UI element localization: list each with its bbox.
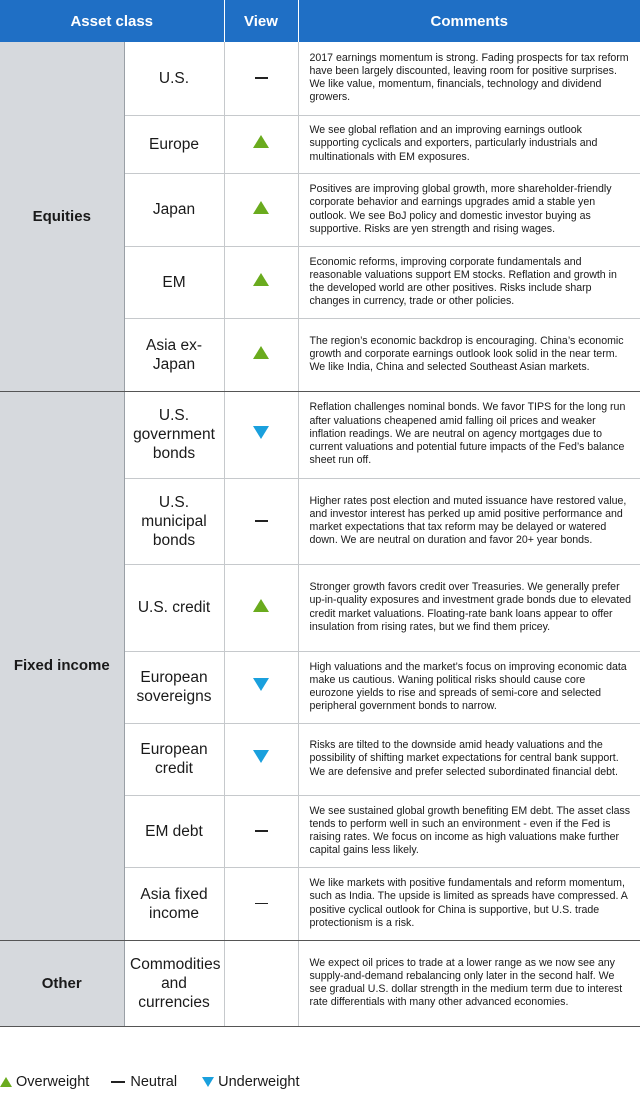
comment-cell: We like markets with positive fundamentals and reform momentum, such as India. The upside is limited as spreads have compressed. A positive cyclical outlook for China is supportive, but U.S. trade protectionism is a risk.: [298, 867, 640, 940]
dash-icon: [255, 77, 268, 79]
comment-cell: Reflation challenges nominal bonds. We favor TIPS for the long run after valuations cheapened amid falling oil prices and weaker inflation readings. We are neutral on agency mortgages due to current valuations and potential future impacts of the Fed’s balance sheet run off.: [298, 391, 640, 478]
comment-cell: Risks are tilted to the downside amid heady valuations and the possibility of shifting market expectations for central bank support. We are defensive and prefer selected subordinated financial debt.: [298, 723, 640, 795]
sub-class-cell: U.S.: [124, 42, 224, 115]
sub-class-cell: U.S. government bonds: [124, 391, 224, 478]
view-cell: [224, 723, 298, 795]
asset-class-cell: Equities: [0, 42, 124, 391]
comment-cell: The region’s economic backdrop is encouraging. China’s economic growth and corporate earnings outlook look solid in the near term. We like India, China and selected Southeast Asian markets.: [298, 318, 640, 391]
view-cell: [224, 478, 298, 564]
legend-underweight: [199, 1074, 299, 1090]
view-cell: [224, 651, 298, 723]
view-cell: [224, 795, 298, 867]
sub-class-cell: EM debt: [124, 795, 224, 867]
view-cell: [224, 391, 298, 478]
down-triangle-icon: [202, 1077, 214, 1087]
sub-class-cell: Japan: [124, 173, 224, 246]
asset-class-cell: Fixed income: [0, 391, 124, 940]
sub-class-cell: European credit: [124, 723, 224, 795]
comment-cell: Stronger growth favors credit over Treasuries. We generally prefer up-in-quality exposures and investment grade bonds due to elevated credit market valuations. Floating-rate bank loans appear to offer insulation from rising rates, but we find them pricey.: [298, 564, 640, 651]
comment-cell: We see global reflation and an improving earnings outlook supporting cyclicals and exporters, particularly industrials and multinationals with EM exposures.: [298, 115, 640, 173]
view-cell: [224, 940, 298, 1026]
view-cell: [224, 173, 298, 246]
dash-icon: [111, 1081, 125, 1083]
up-triangle-icon: [253, 135, 269, 148]
header-asset-class: Asset class: [0, 0, 224, 42]
comment-cell: Positives are improving global growth, more shareholder-friendly corporate behavior and earnings upgrades amid a stable yen outlook. We see BoJ policy and domestic investor buying as supportive. Risks are yen strength and rising wages.: [298, 173, 640, 246]
sub-class-cell: Asia ex-Japan: [124, 318, 224, 391]
sub-class-cell: Asia fixed income: [124, 867, 224, 940]
view-cell: [224, 318, 298, 391]
asset-class-cell: Other: [0, 940, 124, 1026]
legend-overweight: [0, 1074, 89, 1090]
view-cell: [224, 867, 298, 940]
sub-class-cell: U.S. credit: [124, 564, 224, 651]
view-cell: [224, 115, 298, 173]
comment-cell: We expect oil prices to trade at a lower range as we now see any supply-and-demand rebalancing only later in the second half. We see gradual U.S. dollar strength in the medium term due to interest rate differentials with many other advanced economies.: [298, 940, 640, 1026]
down-triangle-icon: [253, 678, 269, 691]
view-cell: [224, 42, 298, 115]
legend-underweight-label: Underweight: [218, 1074, 300, 1090]
up-triangle-icon: [0, 1077, 12, 1087]
up-triangle-icon: [253, 346, 269, 359]
comment-cell: High valuations and the market’s focus on improving economic data make us cautious. Waning political risks should cause core eurozone yields to rise and spreads of semi-core and selected peripheral government bonds to narrow.: [298, 651, 640, 723]
comment-cell: We see sustained global growth benefiting EM debt. The asset class tends to perform well in such an environment - even if the Fed is raising rates. We focus on income as high valuations make further capital gains less likely.: [298, 795, 640, 867]
up-triangle-icon: [253, 201, 269, 214]
sub-class-cell: U.S. municipal bonds: [124, 478, 224, 564]
sub-class-cell: EM: [124, 246, 224, 318]
dash-icon: [255, 830, 268, 832]
comment-cell: 2017 earnings momentum is strong. Fading prospects for tax reform have been largely discounted, leaving room for positive surprises. We like value, momentum, financials, technology and dividend growers.: [298, 42, 640, 115]
sub-class-cell: Europe: [124, 115, 224, 173]
table-row: [0, 42, 640, 115]
dash-icon: [255, 903, 268, 905]
view-cell: [224, 246, 298, 318]
header-comments: Comments: [298, 0, 640, 42]
up-triangle-icon: [253, 599, 269, 612]
down-triangle-icon: [253, 750, 269, 763]
table-row: [0, 940, 640, 1026]
down-triangle-icon: [253, 426, 269, 439]
legend: [0, 1074, 322, 1090]
legend-neutral: [111, 1074, 177, 1090]
legend-neutral-label: Neutral: [130, 1074, 178, 1090]
up-triangle-icon: [253, 273, 269, 286]
comment-cell: Higher rates post election and muted issuance have restored value, and investor interest has perked up amid positive performance and market expectations that tax reform may be delayed or watered down. We are neutral on duration and favor 20+ year bonds.: [298, 478, 640, 564]
table-row: [0, 391, 640, 478]
comment-cell: Economic reforms, improving corporate fundamentals and reasonable valuations support EM stocks. Reflation and growth in the developed world are other positives. Risks include sharp changes in currency, trade or other policies.: [298, 246, 640, 318]
legend-overweight-label: Overweight: [16, 1074, 90, 1090]
sub-class-cell: Commodities and currencies: [124, 940, 224, 1026]
dash-icon: [255, 520, 268, 522]
header-view: View: [224, 0, 298, 42]
table-header: [0, 0, 640, 42]
sub-class-cell: European sovereigns: [124, 651, 224, 723]
view-cell: [224, 564, 298, 651]
